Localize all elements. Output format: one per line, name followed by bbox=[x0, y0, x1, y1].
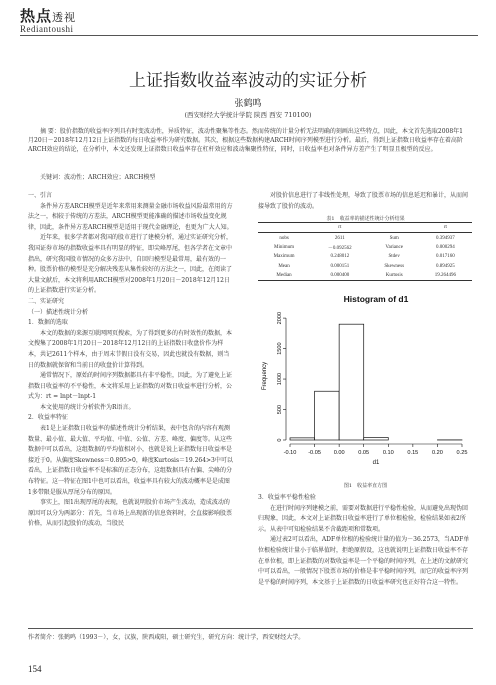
figure-caption: 图1 收益率直方图 bbox=[343, 483, 388, 489]
body-paragraph: 通常情况下，原始的时间序列数据都具有非平稳性，因此，为了避免上证指数日收益率的不平稳性，本文将采用上证指数的对数日收益率进行分析，公式为：rt = lnpt－lnpt-1 bbox=[28, 372, 233, 401]
table-cell: Sum bbox=[389, 235, 399, 241]
body-paragraph: 条件异方差ARCH模型是近年来常用来测量金融市场收益风险最常用的方法之一，相较于传统的方差法，ARCH模型更能准确的描述市场收益变化规律，因此，条件异方差ARCH模型是适用于现代金融理论，也更为广大人知。 bbox=[28, 202, 233, 231]
section-heading: 一、引言 bbox=[28, 192, 53, 199]
y-tick-label: 500 bbox=[277, 404, 283, 415]
left-column bbox=[28, 191, 233, 530]
section-heading: 1．数据的选取 bbox=[28, 319, 68, 327]
table-cell: nobs bbox=[279, 235, 289, 241]
table-cell: 19.264496 bbox=[419, 271, 472, 281]
x-tick-label: -0.10 bbox=[283, 450, 297, 456]
chart-title: Histogram of d1 bbox=[343, 294, 409, 304]
table-row bbox=[258, 233, 472, 243]
section-heading: 2．收益率特征 bbox=[28, 414, 68, 422]
right-column-body bbox=[258, 493, 473, 588]
stats-table bbox=[258, 222, 472, 281]
table-row bbox=[258, 271, 472, 281]
table-header-cell bbox=[370, 223, 419, 233]
body-paragraph: 通过表2可以看出，ADF单位根的检验统计量的值为－36.2573，当ADF单位根检验统计量小于临界值时，拒绝原假设，这也就说明上证指数日收益率不存在单位根，即上证指数的对数收益率是一个平稳的时间序列，在上述的文献研究中可以看出，一般情况下股票市场的价格是非平稳时间序列，而它的收益率序列是平稳的时间序列，本文基于上证指数的日收益率研究也正好符合这一特性。 bbox=[258, 536, 470, 586]
table-header-cell: rt bbox=[310, 223, 369, 233]
body-paragraph: 近年来，很多学者都对我国的股市进行了建模分析，通过实证研究分析，我国证券市场的指数收益率具有明显的特征，即尖峰厚尾，但各学者在文章中指出，研究我国股市情况的众多方法中，自回归模型是最常用，最有效的一种。股票价格的模型是充分解决残差从集性较好的方法之一，因此，在阅读了大量文献后，本文将利用ARCH模型对2008年1月20日－2018年12月12日的上证指数进行实证分析。 bbox=[28, 234, 233, 295]
histogram-chart bbox=[258, 290, 473, 475]
y-tick-label: 1500 bbox=[277, 342, 283, 355]
table-cell: Minimum bbox=[274, 244, 295, 250]
x-tick-label: -0.05 bbox=[308, 450, 321, 456]
histogram-bar bbox=[364, 438, 389, 440]
table-cell: 0.017160 bbox=[436, 254, 455, 260]
section-heading: 二、实证研究 bbox=[28, 297, 65, 305]
body-paragraph: 在进行时间序列建模之前，需要对数据进行平稳性检验，从而避免出现伪回归现象，因此，本文对上证指数日收益率进行了单位根检验，检验结果如表2所示。从表中可知检验结果不含截距项和常数项。 bbox=[258, 504, 469, 533]
right-column-intro: 对股价信息进行了非线性处理，导致了股票市场的信息延迟和暴计，从而间接导致了股价的波动。 bbox=[258, 192, 469, 210]
y-axis-label: Frequency bbox=[262, 361, 268, 391]
column-header bbox=[20, 5, 76, 26]
x-tick-label: 0.05 bbox=[358, 450, 370, 456]
table-row bbox=[258, 252, 472, 261]
table-header-cell bbox=[258, 223, 310, 233]
body-paragraph: 事实上，图1出现厚尾的表现，也就说明股价市场产生波动，造成波动的原因可以分为两部分：首先，当市场上出现新的信息资料时，会直接影响股票价格，从而引起股价的波动，当股民 bbox=[28, 499, 233, 528]
keywords: 关键词：波动性；ARCH效应；ARCH模型 bbox=[40, 174, 156, 181]
section-heading: 3．收益率平稳性检验 bbox=[258, 494, 316, 501]
header-divider bbox=[20, 35, 478, 36]
table-cell: Kurtosis bbox=[370, 271, 419, 281]
article-title: 上证指数收益率波动的实证分析 bbox=[129, 71, 367, 91]
table-header-cell: rt bbox=[419, 223, 472, 233]
table-cell: Mean bbox=[278, 263, 290, 269]
table-cell: 0.000294 bbox=[436, 244, 455, 250]
column-header-main: 热点 bbox=[20, 7, 53, 25]
table-cell: Stdev bbox=[388, 254, 400, 260]
table-cell: 0.894925 bbox=[436, 263, 455, 269]
y-tick-label: 1000 bbox=[277, 372, 283, 386]
table-cell: 0.394937 bbox=[436, 235, 455, 241]
x-tick-label: 0.10 bbox=[382, 450, 394, 456]
table-row bbox=[258, 262, 472, 271]
author-footnote: 作者简介：张鹤鸣（1993－），女，汉族，陕西咸阳，硕士研究生，研究方向：统计学，西安财经大学。 bbox=[28, 634, 305, 641]
section-heading: （一）描述性统计分析 bbox=[28, 308, 89, 316]
x-tick-label: 0.25 bbox=[456, 450, 468, 456]
table-caption: 表1 收益率的描述性统计分析结果 bbox=[326, 216, 405, 222]
table-cell: Maximum bbox=[273, 254, 295, 260]
author-name: 张鹤鸣 bbox=[234, 99, 262, 109]
column-header-pinyin: Rediantoushi bbox=[20, 24, 74, 34]
body-paragraph: 本文使用的统计分析软件为R语言。 bbox=[40, 403, 135, 411]
x-tick-label: 0.00 bbox=[333, 450, 345, 456]
x-tick-label: 0.20 bbox=[431, 450, 443, 456]
body-paragraph: 表1是上证指数日收益率的描述性统计分析结果，表中包含的内容有观测数量、最小值、最大值、平均值、中值、公值、方差、峰度、偏度等。从这些数据中可以看出，这组数据的平均值相对小，也就是说上证指数每日收益率是接近于0。从偏度Skewness＝0.895>0，峰度Kurtosis＝19.264>3中可以看出，上证指数日收益率不是标准的正态分布，这组数据具有右偏、尖峰的分布特征。这一特征在图1中也可以看出，收益率具有较大的波动概率是是成图1多带限是服从厚尾分布的原因。 bbox=[28, 425, 233, 496]
page-number: 154 bbox=[28, 664, 42, 674]
x-tick-label: 0.15 bbox=[407, 450, 419, 456]
histogram-bar bbox=[339, 324, 364, 440]
table-cell: Variance bbox=[385, 244, 403, 250]
author-affiliation: (西安财经大学统计学院 陕西 西安 710100) bbox=[184, 111, 312, 119]
table-cell: Skewness bbox=[384, 263, 405, 269]
table-row bbox=[258, 243, 472, 252]
table-cell: 0.248012 bbox=[330, 254, 350, 260]
y-tick-label: 0 bbox=[277, 438, 283, 442]
column-header-sub: 透视 bbox=[52, 11, 77, 24]
body-paragraph: 本文的数据的来源互联网网页搜索，为了得到更多的有时效性的数据，本文搜集了2008年1月20日－2018年12月12日的上证指数日收盘价作为样本，共记2611个样本，由于周末节假日没有交易，因此也就没有数据，则当日的数据就保留和当前日的收盘价计算得到。 bbox=[28, 329, 233, 369]
histogram-bar bbox=[290, 438, 315, 440]
table-cell: 0.000400 bbox=[310, 271, 369, 281]
table-cell: －0.092562 bbox=[327, 245, 352, 251]
histogram-bar bbox=[315, 391, 340, 440]
y-tick-label: 2000 bbox=[277, 311, 283, 325]
footnote-divider bbox=[28, 628, 473, 629]
abstract: 摘 要：股价指数的收益率序列具有时变波动性，异质特征，波动性聚集等性态。然而传统的计量分析无法明确的刻画出这些特点，因此，本文首先选取2008年1月20日－2018年12月12日上证指数的每日收益率作为研究数据。其次，根据这些数据构建ARCH时间序列模型进行分析。最后，得到上证指数日收益率存在着高阶ARCH效应的结论，在分析中，本文还发现上证指数日收益率存在杠杆效应和波动集聚性特征，同时，日收益率也对条件异方差产生了明显且极型的反应。 bbox=[28, 128, 463, 153]
x-axis-label: d1 bbox=[372, 460, 380, 466]
table-cell: 2611 bbox=[334, 235, 345, 241]
table-cell: Median bbox=[258, 271, 310, 281]
table-cell: 0.000151 bbox=[330, 263, 350, 269]
